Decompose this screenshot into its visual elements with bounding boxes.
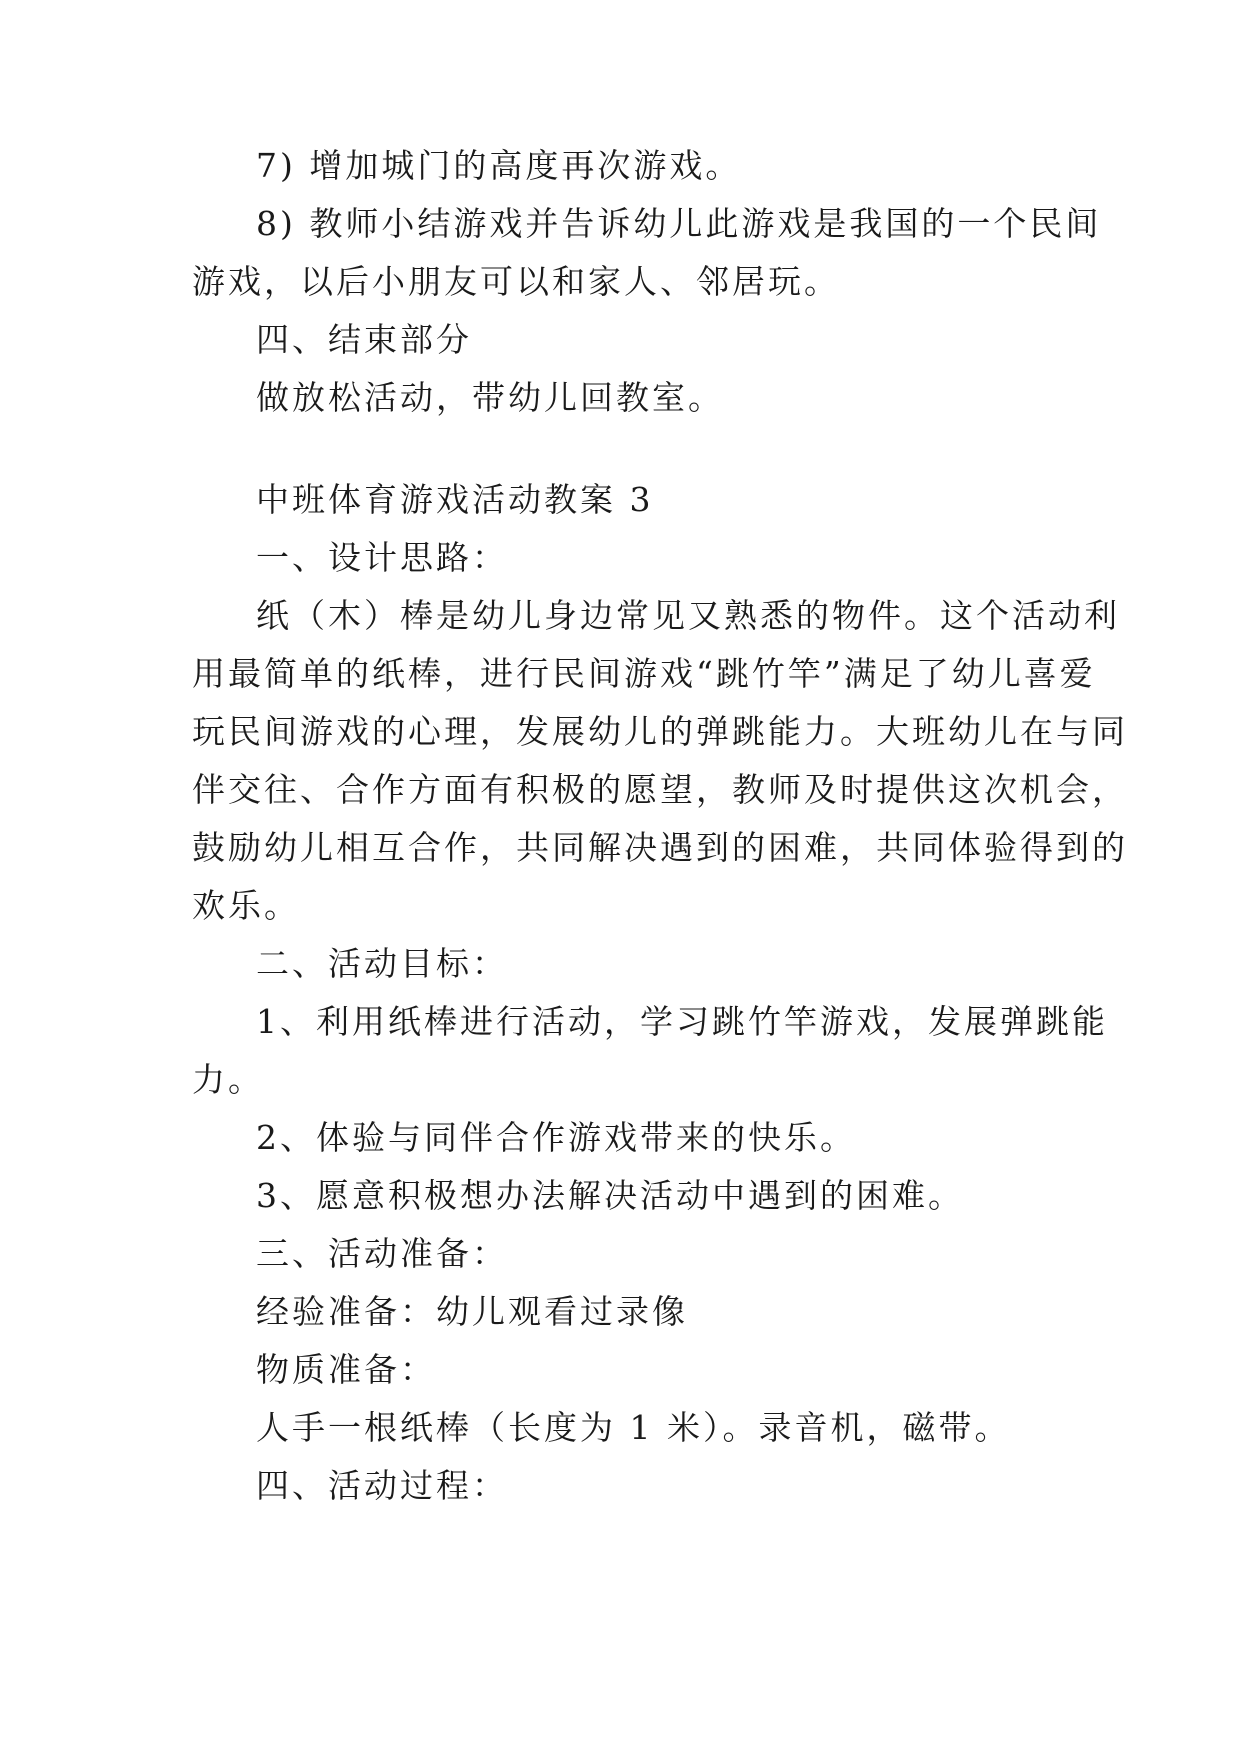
section-heading-process: 四、活动过程： [256,1466,508,1505]
goal-1-line-1: 1、利用纸棒进行活动，学习跳竹竿游戏，发展弹跳能 [256,1002,1108,1041]
design-paragraph-line-6: 欢乐。 [192,886,300,925]
step-8-text-line-1: 8) 教师小结游戏并告诉幼儿此游戏是我国的一个民间 [256,204,1102,243]
lesson-plan-title: 中班体育游戏活动教案 3 [256,480,654,519]
goal-3: 3、愿意积极想办法解决活动中遇到的困难。 [256,1176,964,1215]
ending-text: 做放松活动，带幼儿回教室。 [256,378,724,417]
material-preparation-label: 物质准备： [256,1350,436,1389]
step-7-text: 7) 增加城门的高度再次游戏。 [256,146,742,185]
section-heading-design: 一、设计思路： [256,538,508,577]
design-paragraph-line-5: 鼓励幼儿相互合作，共同解决遇到的困难，共同体验得到的 [192,828,1128,867]
design-paragraph-line-4: 伴交往、合作方面有积极的愿望，教师及时提供这次机会， [192,770,1128,809]
section-heading-goals: 二、活动目标： [256,944,508,983]
goal-1-line-2: 力。 [192,1060,264,1099]
goal-2: 2、体验与同伴合作游戏带来的快乐。 [256,1118,856,1157]
step-8-text-line-2: 游戏，以后小朋友可以和家人、邻居玩。 [192,262,840,301]
section-heading-ending: 四、结束部分 [256,320,472,359]
material-preparation-items: 人手一根纸棒（长度为 1 米）。录音机，磁带。 [256,1408,1011,1447]
experience-preparation: 经验准备：幼儿观看过录像 [256,1292,688,1331]
design-paragraph-line-2: 用最简单的纸棒，进行民间游戏“跳竹竿”满足了幼儿喜爱 [192,654,1096,693]
design-paragraph-line-1: 纸（木）棒是幼儿身边常见又熟悉的物件。这个活动利 [256,596,1120,635]
section-heading-preparation: 三、活动准备： [256,1234,508,1273]
design-paragraph-line-3: 玩民间游戏的心理，发展幼儿的弹跳能力。大班幼儿在与同 [192,712,1128,751]
